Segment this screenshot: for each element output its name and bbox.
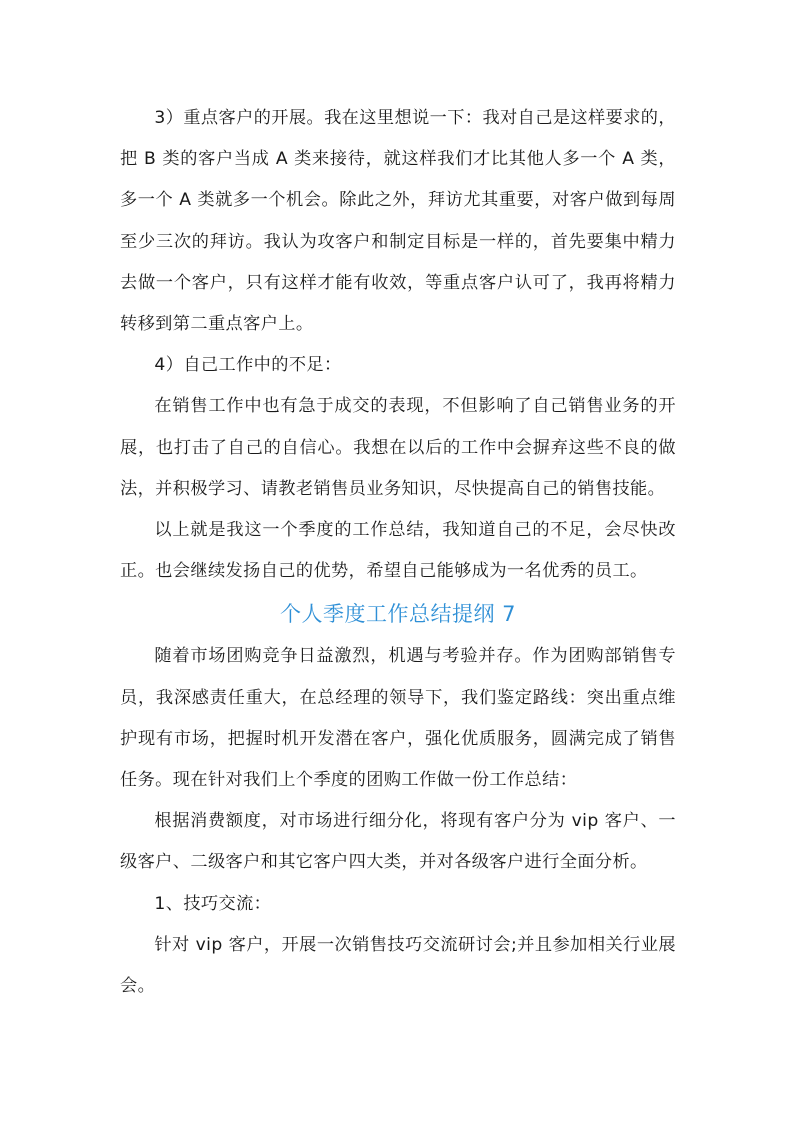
paragraph-skills-title: 1、技巧交流：: [154, 893, 272, 914]
document-page: [120, 98, 676, 1007]
paragraph-customer-segments: 根据消费额度，对市场进行细分化，将现有客户分为 vip 客户、一级客户、二级客户和其它客户四大类，并对各级客户进行全面分析。: [120, 811, 676, 873]
paragraph-shortcomings-title: 4）自己工作中的不足：: [154, 355, 342, 376]
paragraph-conclusion: 以上就是我这一个季度的工作总结，我知道自己的不足，会尽快改正。也会继续发扬自己的优势，希望自己能够成为一名优秀的员工。: [120, 520, 676, 582]
paragraph-vip-customers: 针对 vip 客户，开展一次销售技巧交流研讨会;并且参加相关行业展会。: [120, 934, 676, 997]
section-heading: 个人季度工作总结提纲 7: [279, 602, 517, 627]
paragraph-key-customers: 3）重点客户的开展。我在这里想说一下：我对自己是这样要求的，把 B 类的客户当成 A 类来接待，就这样我们才比其他人多一个 A 类，多一个 A 类就多一个机会。除此之外，拜访尤其重要，对客户做到每周至少三次的拜访。我认为攻客户和制定目标是一样的，首先要集中精力去做一个客户，只有这样才能有收效，等重点客户认可了，我再将精力转移到第二重点客户上。: [120, 108, 676, 335]
paragraph-intro: 随着市场团购竞争日益激烈，机遇与考验并存。作为团购部销售专员，我深感责任重大，在总经理的领导下，我们鉴定路线：突出重点维护现有市场，把握时机开发潜在客户，强化优质服务，圆满完成了销售任务。现在针对我们上个季度的团购工作做一份工作总结：: [120, 646, 676, 791]
paragraph-shortcomings: 在销售工作中也有急于成交的表现，不但影响了自己销售业务的开展，也打击了自己的自信心。我想在以后的工作中会摒弃这些不良的做法，并积极学习、请教老销售员业务知识，尽快提高自己的销售技能。: [120, 396, 676, 499]
